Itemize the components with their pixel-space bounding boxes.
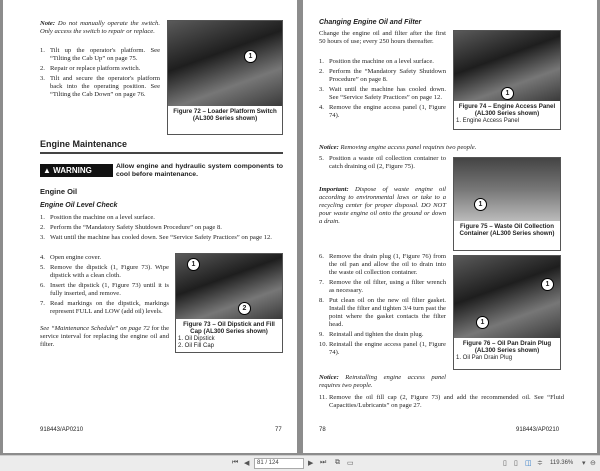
scroll-icon[interactable]: ≑ [537, 460, 543, 467]
note: Note: Do not manually operate the switch. Only access the switch to repair or replace. [40, 20, 160, 35]
list-item: 4. Remove the engine access panel (1, Figure 74). [319, 104, 446, 119]
zoom-dropdown-icon[interactable]: ▾ [582, 460, 586, 467]
check-steps-continued [40, 254, 169, 318]
step-11 [319, 394, 564, 412]
callout: 2 [238, 302, 251, 315]
check-steps [40, 214, 283, 244]
first-page-button[interactable]: ⏮ [232, 459, 239, 466]
callout: 1 [501, 87, 514, 100]
list-item: 3. Tilt and secure the operator's platform back into the operating position. See “Tilting the Cab Down” on page 76. [40, 75, 160, 98]
zoom-level[interactable]: 119.36% [550, 460, 574, 466]
figure-caption: Figure 72 – Loader Platform Switch (AL300 Series shown) [173, 108, 277, 122]
notice: Notice: Removing engine access panel requires two people. [319, 144, 477, 151]
prev-page-button[interactable]: ◀ [244, 460, 250, 467]
drain-plug-photo [454, 256, 560, 338]
steps-continued [319, 253, 446, 359]
list-item: 9. Reinstall and tighten the drain plug. [319, 331, 424, 338]
list-item: 1. Tilt up the operator's platform. See “Tilting the Cab Up” on page 75. [40, 47, 160, 62]
figure-caption: Figure 74 – Engine Access Panel (AL300 Series shown) [458, 103, 556, 117]
dipstick-photo [176, 254, 282, 319]
callout: 1 [476, 316, 489, 329]
figure-caption: Figure 73 – Oil Dipstick and Fill Cap (AL300 Series shown) [183, 321, 275, 335]
figure-legend-item: 1. Engine Access Panel [456, 118, 520, 124]
list-item: 8. Put clean oil on the new oil filter gasket. Install the filter and tighten 3/4 turn past the point where the gasket contacts the filter head. [319, 297, 446, 328]
figure-72 [167, 20, 283, 135]
figure-73 [175, 253, 283, 353]
callout: 1 [244, 50, 257, 63]
schedule-reference: See “Maintenance Schedule” on page 72 for the service interval for replacing the engine oil and filter. [40, 325, 169, 348]
last-page-button[interactable]: ⏭ [320, 459, 327, 466]
pdf-toolbar [0, 455, 600, 471]
figure-76 [453, 255, 561, 370]
list-item: 1. Position the machine on a level surface. [40, 214, 155, 221]
list-item: 11. Remove the oil fill cap (2, Figure 73) and add the recommended oil. See “Fluid Capacities/Lubricants” on page 27. [319, 394, 564, 409]
list-item: 2. Perform the “Mandatory Safety Shutdown Procedure” on page 8. [319, 68, 446, 83]
list-item: 10. Reinstall the engine access panel (1, Figure 74). [319, 341, 446, 356]
subsection-heading: Engine Oil [40, 187, 78, 196]
callout: 1 [474, 198, 487, 211]
figure-legend-item: 1. Oil Dipstick [178, 336, 215, 342]
notice: Notice: Reinstalling engine access panel requires two people. [319, 374, 446, 389]
important-note: Important: Dispose of waste engine oil according to environmental laws or take to a recycling center for proper disposal. DO NOT pour waste engine oil onto the ground or down a drain. [319, 186, 446, 225]
section-heading: Changing Engine Oil and Filter [319, 19, 422, 26]
waste-oil-container-photo [454, 158, 560, 221]
step-5 [319, 155, 446, 173]
list-item: 6. Insert the dipstick (1, Figure 73) until it is fully inserted, and remove. [40, 282, 169, 297]
list-item: 7. Remove the oil filter, using a filter wrench as necessary. [319, 279, 446, 294]
rotate-icon[interactable]: ⧉ [335, 459, 340, 466]
left-page [3, 0, 297, 453]
page-number: 77 [275, 427, 282, 433]
warning-icon: ▲ [43, 166, 51, 175]
steps [319, 58, 446, 122]
right-page [303, 0, 597, 453]
intro-text: Change the engine oil and filter after the first 50 hours of use; every 250 hours thereafter. [319, 30, 446, 45]
section-heading: Engine Maintenance [40, 139, 128, 149]
figure-legend-item: 2. Oil Fill Cap [178, 343, 215, 349]
warning-badge: ▲ WARNING [40, 164, 113, 177]
warning-text: Allow engine and hydraulic system components to cool before maintenance. [116, 163, 283, 178]
platform-switch-photo [168, 21, 282, 106]
list-item: 3. Wait until the machine has cooled down. See “Service Safety Practices” on page 12. [40, 234, 272, 241]
zoom-out-icon[interactable]: ⊖ [590, 460, 596, 467]
list-item: 3. Wait until the machine has cooled down. See “Service Safety Practices” on page 12. [319, 86, 446, 101]
engine-panel-photo [454, 31, 560, 101]
next-page-button[interactable]: ▶ [308, 460, 314, 467]
figure-74 [453, 30, 561, 130]
list-item: 7. Read markings on the dipstick, markings represent FULL and LOW (add oil) levels. [40, 300, 169, 315]
sub-subsection-heading: Engine Oil Level Check [40, 202, 118, 209]
doc-number: 918443/AP0210 [40, 427, 84, 433]
figure-caption: Figure 75 – Waste Oil Collection Container (AL300 Series shown) [459, 223, 555, 237]
divider [40, 152, 283, 154]
page-number: 78 [319, 427, 326, 433]
single-page-icon[interactable]: ▯ [503, 460, 507, 467]
list-item: 6. Remove the drain plug (1, Figure 76) from the oil pan and allow the oil to drain into the waste oil collection container. [319, 253, 446, 276]
list-item: 5. Remove the dipstick (1, Figure 73). Wipe dipstick with a clean cloth. [40, 264, 169, 279]
callout: 1 [541, 278, 554, 291]
list-item: 5. Position a waste oil collection container to catch draining oil (2, Figure 75). [319, 155, 446, 170]
figure-legend-item: 1. Oil Pan Drain Plug [456, 355, 513, 361]
figure-75 [453, 157, 561, 251]
list-item: 4. Open engine cover. [40, 254, 102, 261]
doc-number: 918443/AP0210 [516, 427, 560, 433]
platform-steps [40, 47, 160, 101]
continuous-icon[interactable]: ▯ [514, 460, 518, 467]
list-item: 2. Repair or replace platform switch. [40, 65, 141, 72]
list-item: 2. Perform the “Mandatory Safety Shutdown Procedure” on page 8. [40, 224, 222, 231]
list-item: 1. Position the machine on a level surface. [319, 58, 434, 65]
two-page-icon[interactable]: ◫ [525, 460, 532, 467]
page-number-input[interactable]: 81 / 124 [254, 458, 304, 469]
fit-icon[interactable]: ▭ [347, 460, 354, 467]
figure-caption: Figure 76 – Oil Pan Drain Plug (AL300 Series shown) [462, 340, 552, 354]
callout: 1 [187, 258, 200, 271]
